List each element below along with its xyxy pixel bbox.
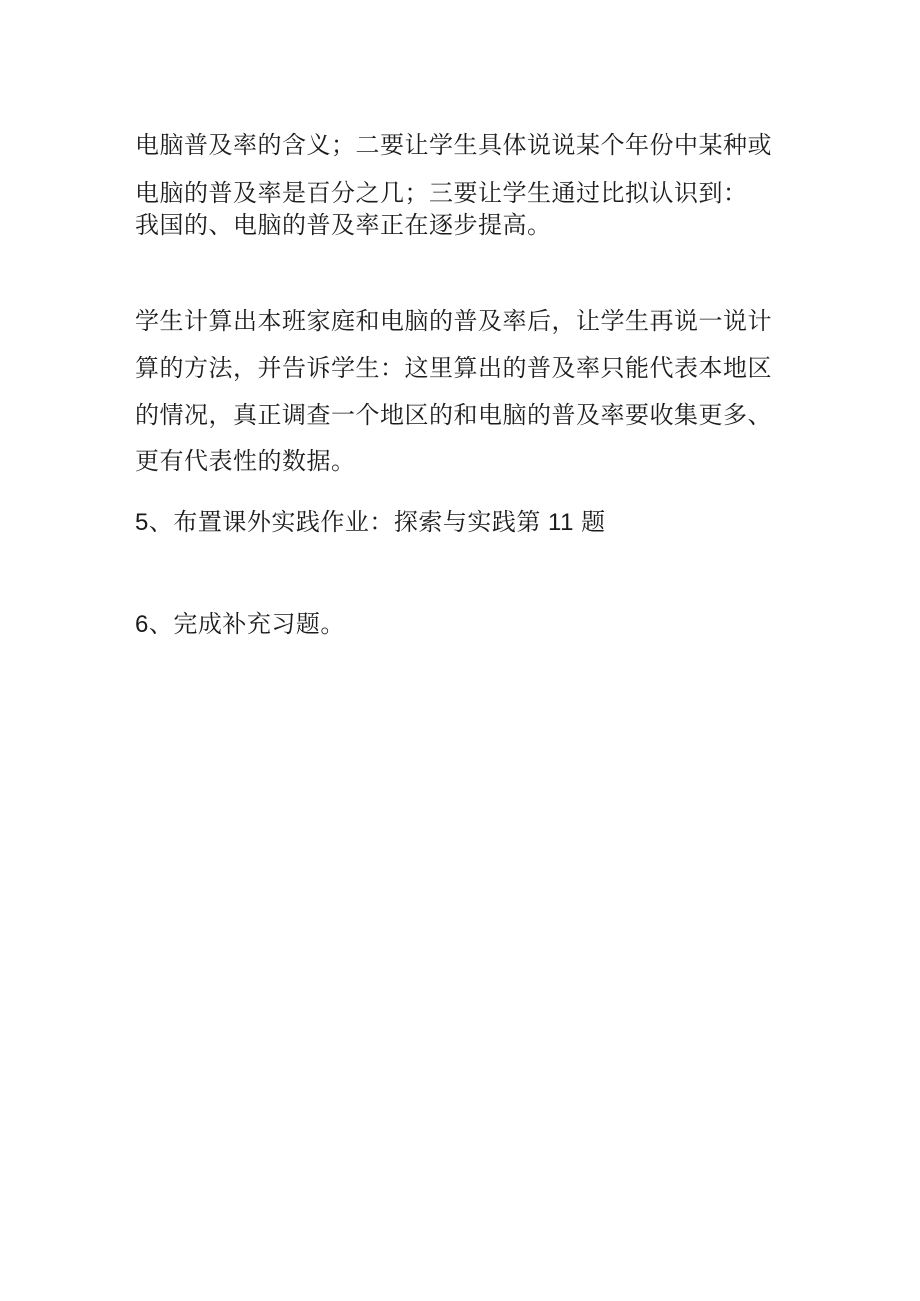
paragraph-2-line-3: 的情况，真正调查一个地区的和电脑的普及率要收集更多、 [135, 402, 772, 429]
paragraph-2-line-4: 更有代表性的数据。 [135, 448, 356, 475]
paragraph-1-line-1: 电脑普及率的含义；二要让学生具体说说某个年份中某种或 [135, 132, 772, 159]
paragraph-1-line-2: 电脑的普及率是百分之几；三要让学生通过比拟认识到： [135, 180, 748, 207]
list-item-5: 5、布置课外实践作业：探索与实践第 11 题 [135, 509, 606, 536]
paragraph-1-line-3: 我国的、电脑的普及率正在逐步提高。 [135, 212, 552, 239]
list-item-6: 6、完成补充习题。 [135, 611, 345, 638]
paragraph-2-line-2: 算的方法，并告诉学生：这里算出的普及率只能代表本地区 [135, 355, 772, 382]
paragraph-2-line-1: 学生计算出本班家庭和电脑的普及率后，让学生再说一说计 [135, 308, 772, 335]
